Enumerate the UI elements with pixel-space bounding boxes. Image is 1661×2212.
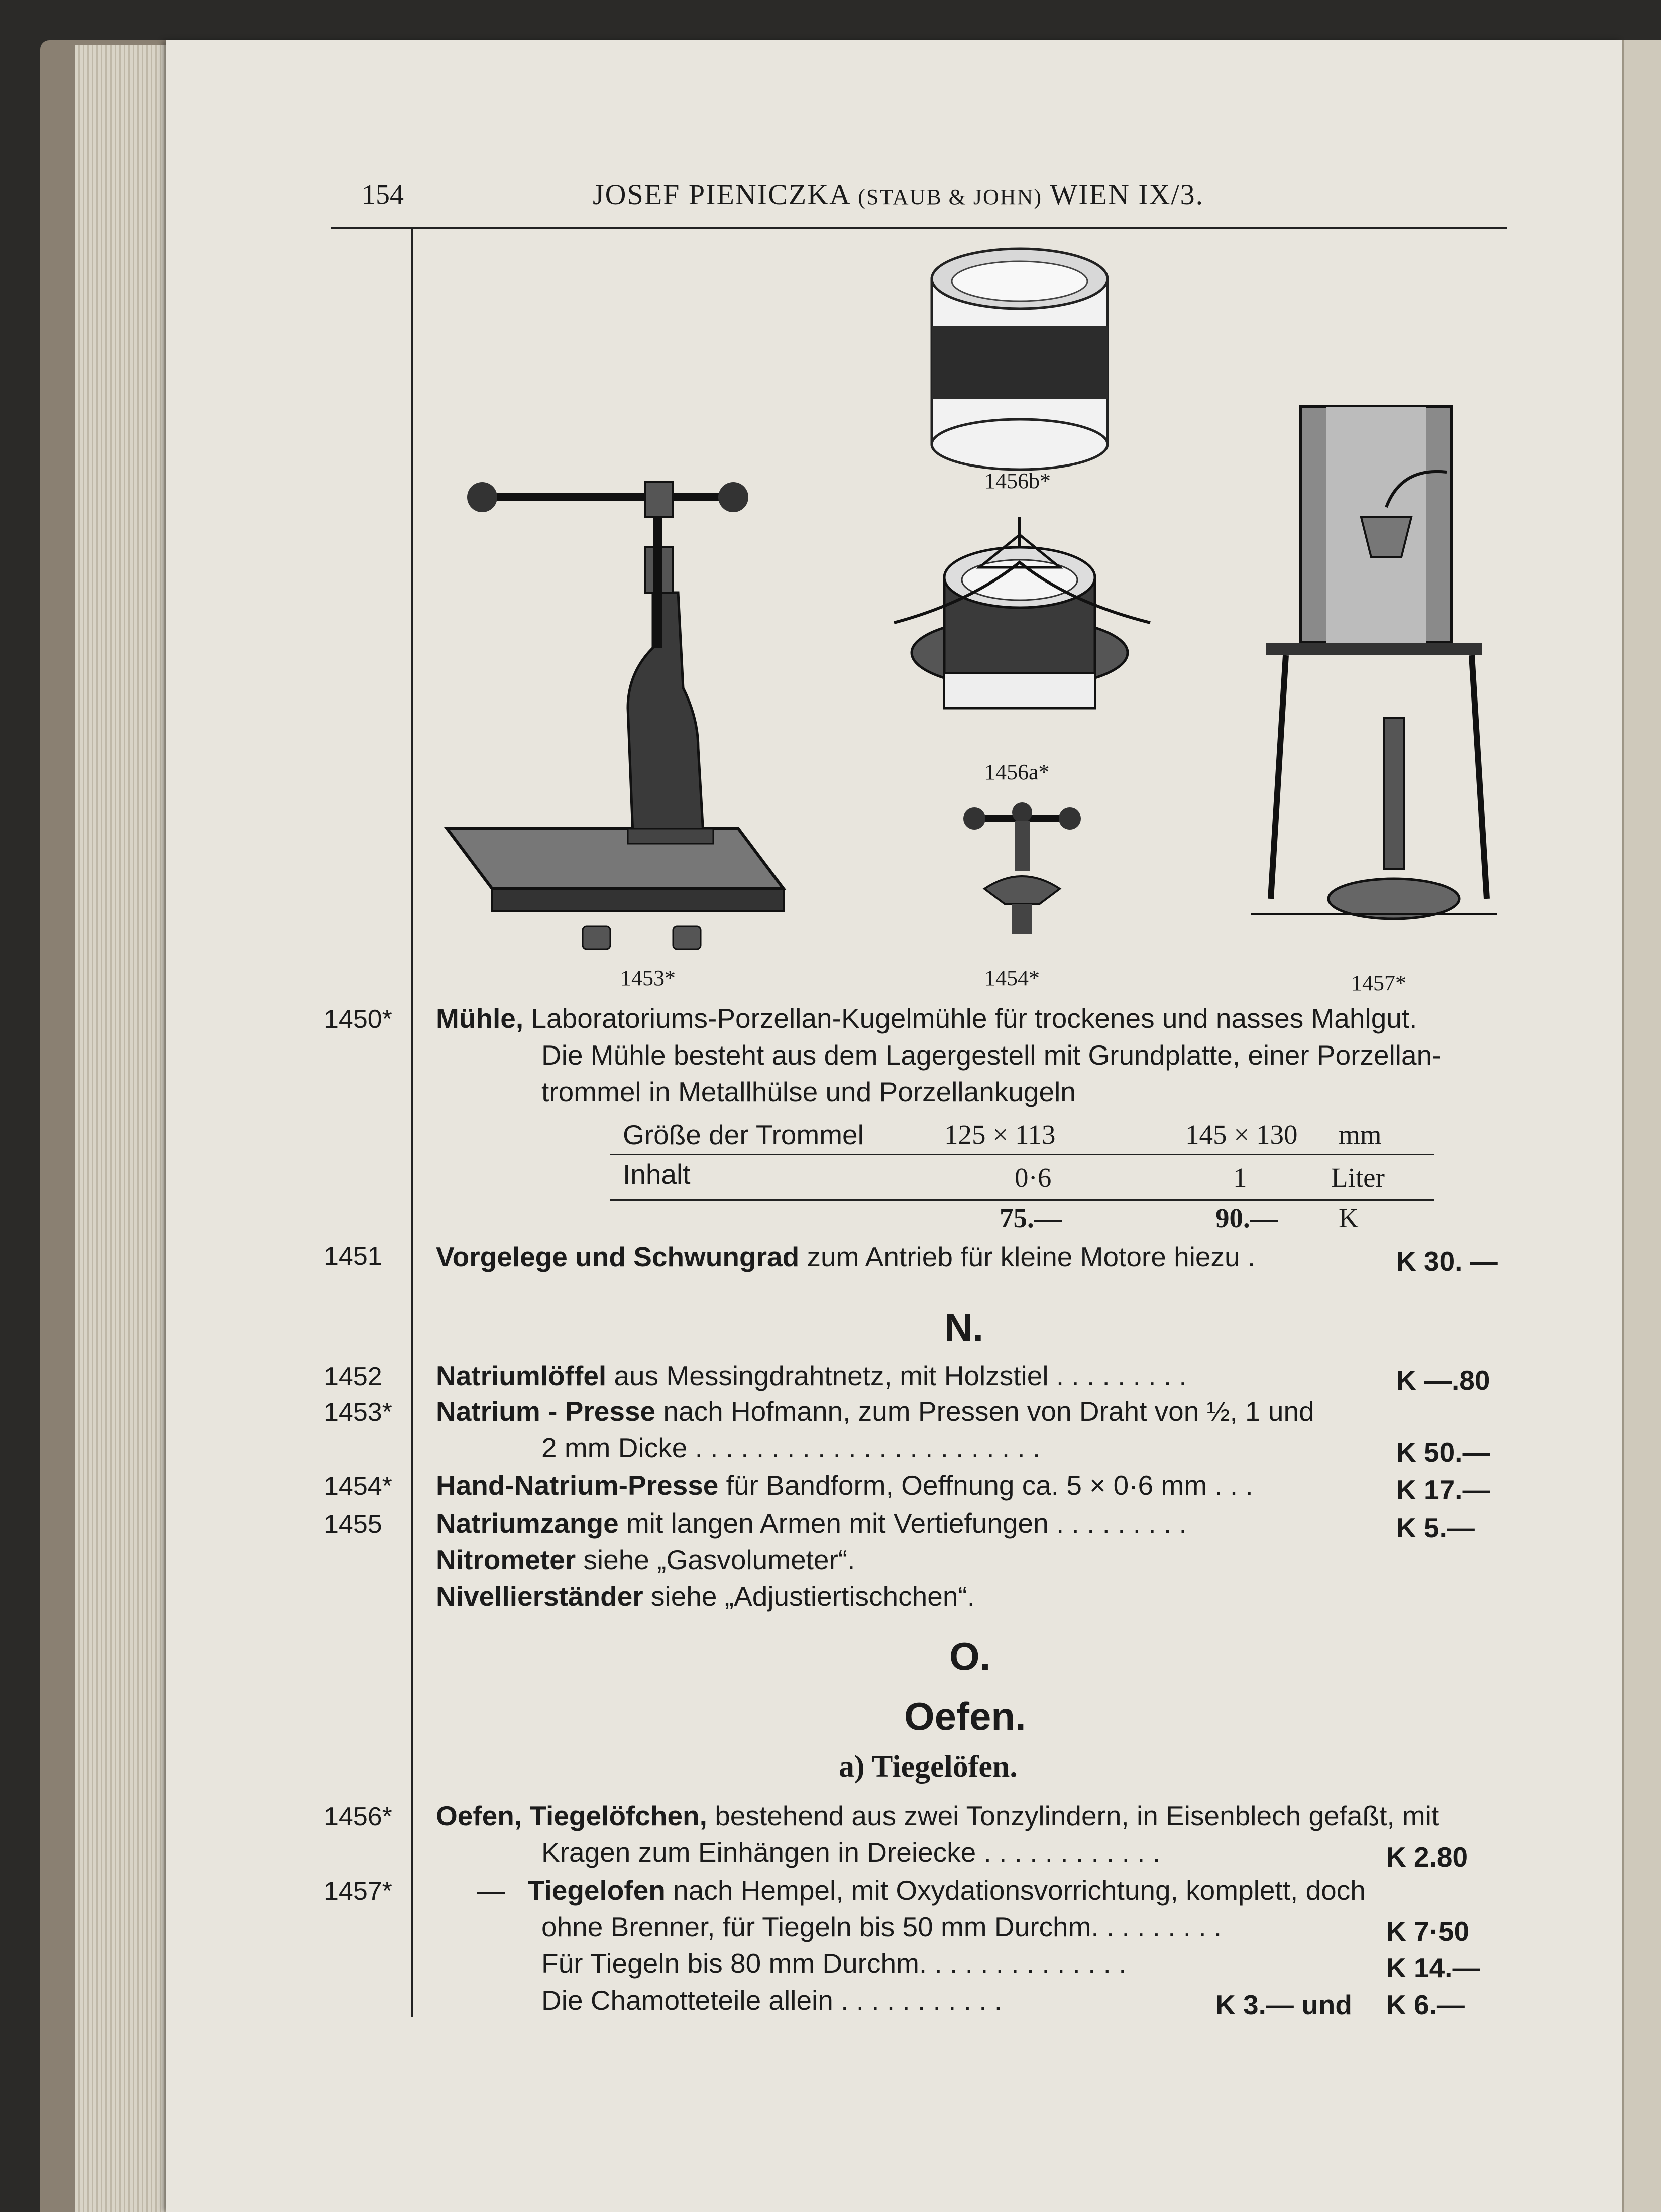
entry-1450-line2: Die Mühle besteht aus dem Lagergestell mit Grundplatte, einer Porzellan- (541, 1039, 1442, 1071)
entry-number: 1451 (324, 1242, 382, 1271)
table-header-unit: mm (1339, 1119, 1382, 1150)
entry-1450-line3: trommel in Metallhülse und Porzellankugeln (541, 1076, 1076, 1107)
entry-number: 1455 (324, 1509, 382, 1539)
subsection-heading: a) Tiegelöfen. (839, 1750, 1018, 1784)
table-rule (610, 1199, 1434, 1201)
entry-number: 1452 (324, 1362, 382, 1391)
entry-1455: Natriumzange mit langen Armen mit Vertiefungen . . . . . . . . . (436, 1507, 1187, 1539)
table-header-size-a: 125 × 113 (944, 1119, 1056, 1150)
table-header-size-b: 145 × 130 (1185, 1119, 1298, 1150)
table-rule (610, 1154, 1434, 1155)
entry-1457-price4b: K 6.— (1386, 1989, 1465, 2020)
table-price-b: 90.— (1215, 1203, 1278, 1233)
entry-1457: — Tiegelofen nach Hempel, mit Oxydationsvorrichtung, komplett, doch (477, 1875, 1366, 1906)
entry-1456: Oefen, Tiegelöfchen, bestehend aus zwei Tonzylindern, in Eisenblech gefaßt, mit (436, 1800, 1439, 1831)
entry-1451: Vorgelege und Schwungrad zum Antrieb für kleine Motore hiezu . (436, 1241, 1256, 1272)
table-cell-a: 0·6 (1015, 1162, 1052, 1193)
entry-1457-price3: K 14.— (1386, 1952, 1480, 1984)
entry-1450-line1: Mühle, Laboratoriums-Porzellan-Kugelmühle für trockenes und nasses Mahlgut. (436, 1003, 1417, 1034)
table-header-label: Größe der Trommel (623, 1119, 864, 1150)
entry-1453-line2: 2 mm Dicke . . . . . . . . . . . . . . . . . . . . . . . (541, 1432, 1041, 1463)
hempel-furnace-illustration (1251, 407, 1497, 919)
entry-1457-line3: Für Tiegeln bis 80 mm Durchm. . . . . . . . . . . . . . (541, 1948, 1127, 1979)
table-cell-b: 1 (1233, 1162, 1247, 1193)
section-heading-oefen: Oefen. (904, 1694, 1026, 1738)
entry-1454-price: K 17.— (1396, 1474, 1490, 1505)
table-price-unit: K (1339, 1203, 1359, 1233)
table-row-label: Inhalt (623, 1158, 691, 1190)
entry-number: 1453* (324, 1398, 392, 1427)
section-heading-n: N. (944, 1305, 983, 1349)
entry-number: 1457* (324, 1877, 392, 1906)
figure-label-1456b: 1456b* (984, 469, 1051, 493)
cylinder-illustration (932, 249, 1108, 470)
table-price-a: 75.— (1000, 1203, 1062, 1233)
entry-1457-line4: Die Chamotteteile allein . . . . . . . . . . . (541, 1985, 1003, 2016)
illustrations (417, 236, 1512, 989)
entry-1456-price: K 2.80 (1386, 1841, 1468, 1873)
header-title: JOSEF PIENICZKA (STAUB & JOHN) WIEN IX/3. (593, 178, 1204, 211)
entry-number: 1450* (324, 1005, 392, 1034)
entry-1455-price: K 5.— (1396, 1512, 1475, 1543)
figure-label-1456a: 1456a* (984, 760, 1050, 784)
entry-1456-line2: Kragen zum Einhängen in Dreiecke . . . . . . . . . . . . (541, 1837, 1160, 1868)
hand-press-illustration (963, 802, 1081, 934)
entry-1453-price: K 50.— (1396, 1437, 1490, 1468)
entry-1452-price: K —.80 (1396, 1365, 1490, 1396)
column-rule (411, 229, 413, 2017)
entry-1452: Natriumlöffel aus Messingdrahtnetz, mit Holzstiel . . . . . . . . . (436, 1360, 1187, 1391)
facing-page-edge (1622, 40, 1661, 2212)
page-number: 154 (362, 179, 404, 210)
header-rule (331, 227, 1507, 229)
natrium-press-illustration (447, 482, 784, 949)
entry-1453: Natrium - Presse nach Hofmann, zum Pressen von Draht von ½, 1 und (436, 1395, 1314, 1427)
entry-1457-line2: ohne Brenner, für Tiegeln bis 50 mm Durchm. . . . . . . . . (541, 1911, 1222, 1942)
figure-label-1453: 1453* (620, 966, 676, 990)
figure-label-1457: 1457* (1351, 971, 1406, 995)
table-cell-unit: Liter (1331, 1162, 1385, 1193)
entry-number: 1454* (324, 1472, 392, 1501)
entry-nivellier: Nivellierständer siehe „Adjustiertischchen“. (436, 1581, 975, 1612)
entry-1457-price4a: K 3.— und (1215, 1989, 1352, 2020)
entry-1457-price2: K 7·50 (1386, 1916, 1470, 1947)
entry-nitrometer: Nitrometer siehe „Gasvolumeter“. (436, 1544, 855, 1575)
section-heading-o: O. (949, 1634, 991, 1678)
entry-1454: Hand-Natrium-Presse für Bandform, Oeffnung ca. 5 × 0·6 mm . . . (436, 1470, 1253, 1501)
entry-number: 1456* (324, 1802, 392, 1831)
crucible-furnace-illustration (894, 517, 1150, 708)
figure-label-1454: 1454* (984, 966, 1040, 990)
entry-1451-price: K 30. — (1396, 1246, 1498, 1277)
